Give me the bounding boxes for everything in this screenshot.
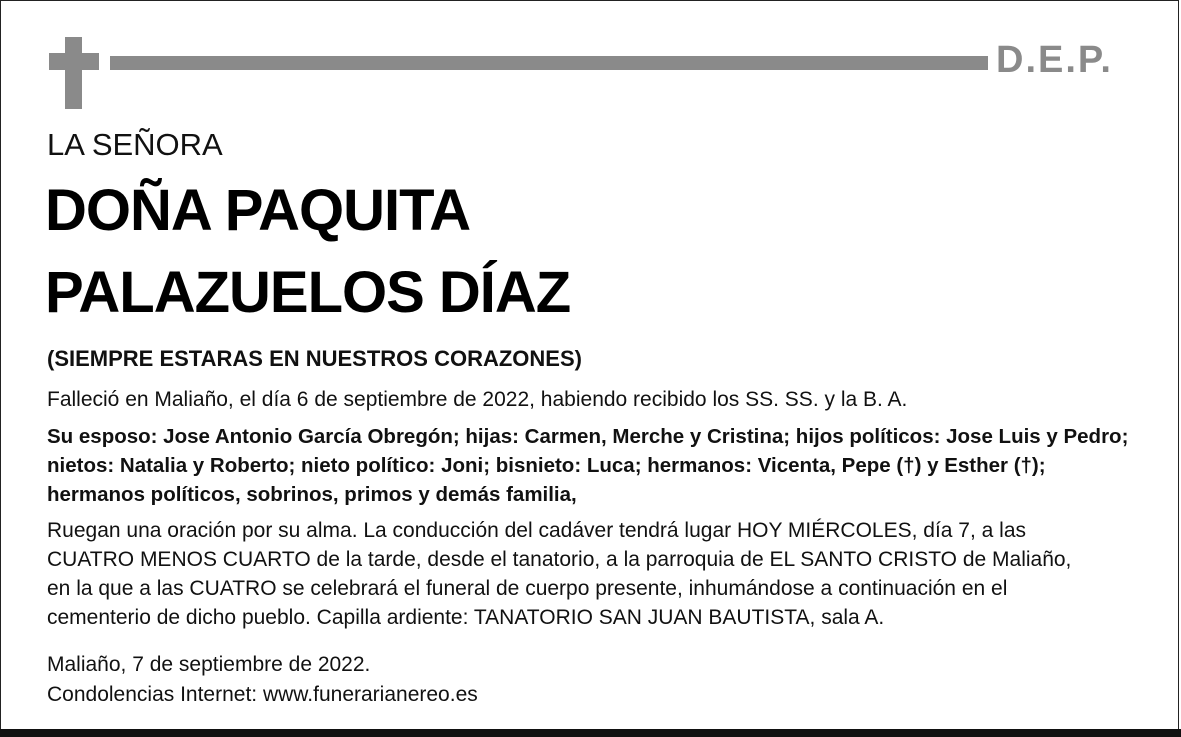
service-line: Ruegan una oración por su alma. La conducción del cadáver tendrá lugar HOY MIÉRCOLES, día 7, a las — [47, 519, 1027, 542]
family-line: nietos: Natalia y Roberto; nieto político: Joni; bisnieto: Luca; hermanos: Vicenta, Pepe (†) y Esther (†); — [47, 454, 1046, 477]
dep-mark: D.E.P. — [996, 39, 1113, 81]
deceased-name-line-2: PALAZUELOS DÍAZ — [45, 260, 571, 325]
service-line: CUATRO MENOS CUARTO de la tarde, desde el tanatorio, a la parroquia de EL SANTO CRISTO de Maliaño, — [47, 548, 1072, 571]
service-line: en la que a las CUATRO se celebrará el funeral de cuerpo presente, inhumándose a continuación en el — [47, 577, 1008, 600]
family-list — [47, 422, 1157, 509]
motto: (SIEMPRE ESTARAS EN NUESTROS CORAZONES) — [47, 346, 582, 371]
death-notice: Falleció en Maliaño, el día 6 de septiembre de 2022, habiendo recibido los SS. SS. y la B. A. — [47, 388, 908, 411]
salutation: LA SEÑORA — [47, 127, 223, 162]
header-rule — [110, 56, 988, 70]
deceased-name-line-1: DOÑA PAQUITA — [45, 178, 471, 243]
service-line: cementerio de dicho pueblo. Capilla ardiente: TANATORIO SAN JUAN BAUTISTA, sala A. — [47, 606, 885, 629]
bottom-border — [0, 729, 1181, 737]
family-line: hermanos políticos, sobrinos, primos y demás familia, — [47, 483, 577, 506]
place-date: Maliaño, 7 de septiembre de 2022. — [47, 653, 371, 676]
service-details — [47, 516, 1157, 632]
cross-icon — [49, 37, 99, 109]
family-line: Su esposo: Jose Antonio García Obregón; hijas: Carmen, Merche y Cristina; hijos políticos: Jose Luis y Pedro; — [47, 425, 1129, 448]
condolences-link[interactable]: Condolencias Internet: www.funerarianereo.es — [47, 683, 478, 706]
